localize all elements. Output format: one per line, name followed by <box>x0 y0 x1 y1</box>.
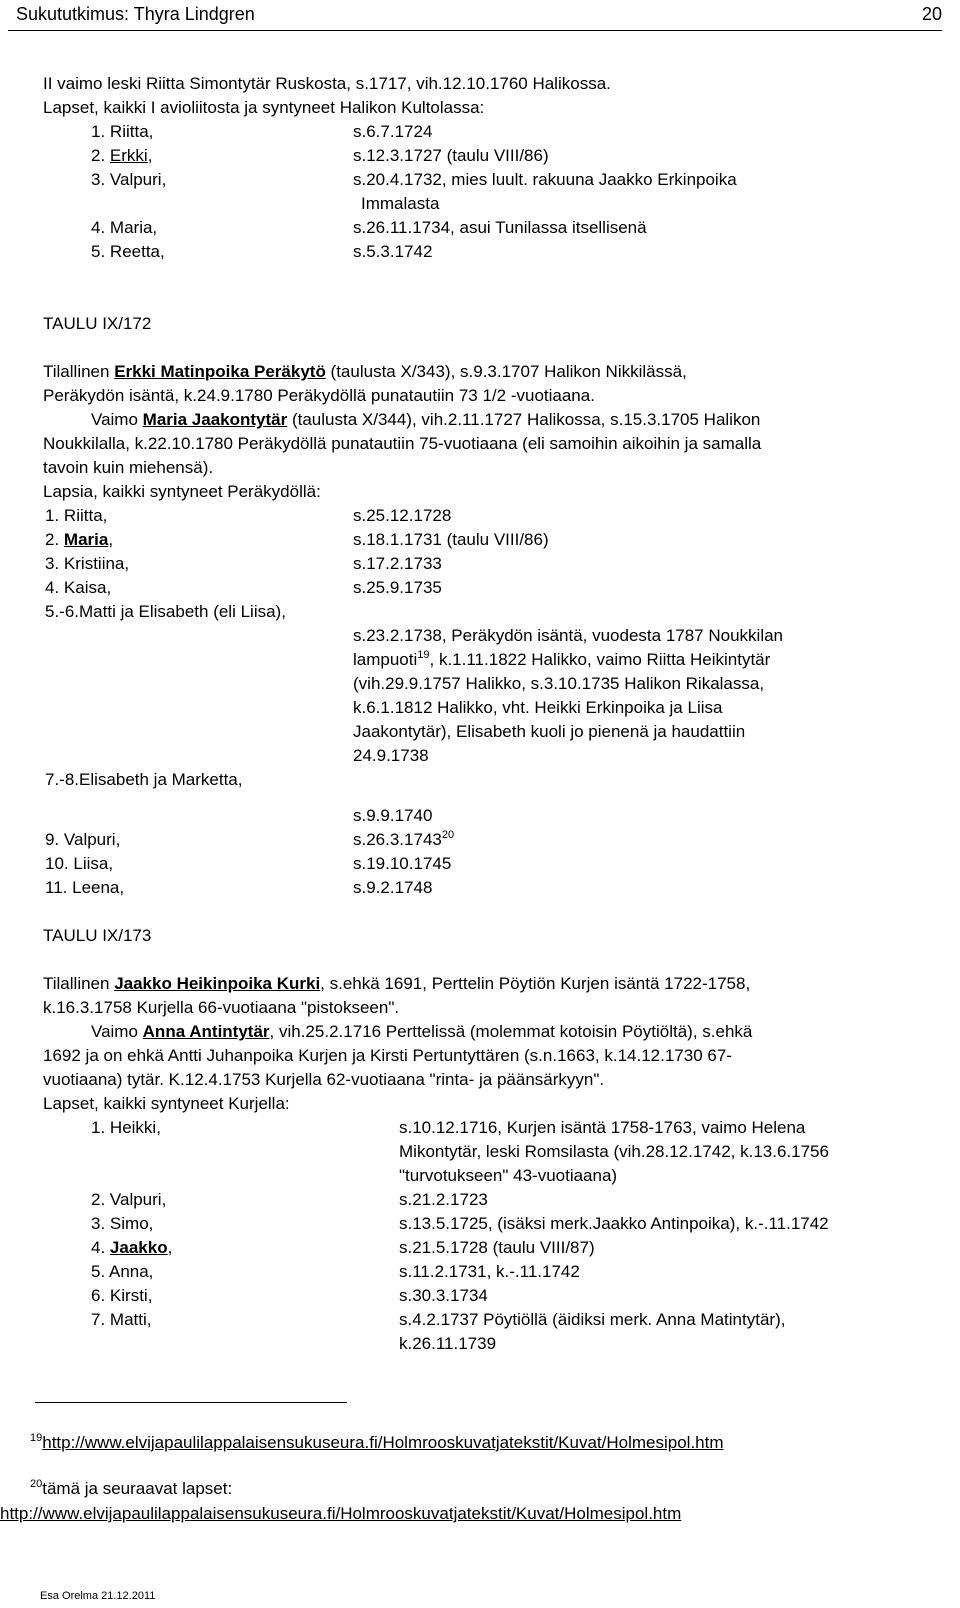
footnote-20: $^{20}$tämä ja seuraavat lapset: <box>30 1478 233 1498</box>
list-item: 3. Valpuri, s.20.4.1732, mies luult. rakuuna Jaakko Erkinpoika Immalasta <box>91 170 737 213</box>
document-body <box>43 72 943 1356</box>
list-item: 2. Erkki, s.12.3.1727 (taulu VIII/86) <box>91 146 549 165</box>
footnote-ref[interactable]: 20 <box>441 829 455 841</box>
paragraph: Lapsia, kaikki syntyneet Peräkydöllä: <box>43 482 321 501</box>
person-link[interactable]: Erkki <box>109 146 148 165</box>
footnote-19: $^{19}$http://www.elvijapaulilappalaisensukuseura.fi/Holmrooskuvatjatekstit/Kuvat/Holmesipol.htm <box>30 1432 724 1452</box>
list-item: 4. Maria, s.26.11.1734, asui Tunilassa itsellisenä <box>91 218 647 237</box>
list-item: 5. Reetta, s.5.3.1742 <box>91 242 433 261</box>
paragraph: Vaimo Maria Jaakontytär (taulusta X/344), vih.2.11.1727 Halikossa, s.15.3.1705 Halikon <box>91 410 761 429</box>
footnote-link[interactable]: http://www.elvijapaulilappalaisensukuseura.fi/Holmrooskuvatjatekstit/Kuvat/Holmesipol.htm <box>42 1433 724 1452</box>
section-heading: TAULU IX/172 <box>43 314 152 333</box>
footnote-link[interactable]: http://www.elvijapaulilappalaisensukuseura.fi/Holmrooskuvatjatekstit/Kuvat/Holmesipol.htm <box>0 1504 682 1523</box>
paragraph: Tilallinen Jaakko Heikinpoika Kurki, s.ehkä 1691, Perttelin Pöytiön Kurjen isäntä 1722-1758, <box>43 974 751 993</box>
paragraph: Vaimo Anna Antintytär, vih.25.2.1716 Perttelissä (molemmat kotoisin Pöytiöltä), s.ehkä <box>91 1022 753 1041</box>
paragraph: Lapset, kaikki syntyneet Kurjella: <box>43 1094 290 1113</box>
list-item-label: 7.-8.Elisabeth ja Marketta, <box>45 770 243 789</box>
person-link[interactable]: Maria Jaakontytär <box>142 410 288 429</box>
list-item: 4. Kaisa, s.25.9.1735 <box>45 578 442 597</box>
footnote-ref[interactable]: 19 <box>417 649 430 661</box>
paragraph: II vaimo leski Riitta Simontytär Ruskosta, s.1717, vih.12.10.1760 Halikossa. <box>43 74 611 93</box>
list-item: 6. Kirsti, s.30.3.1734 <box>91 1286 488 1305</box>
paragraph: vuotiaana) tytär. K.12.4.1753 Kurjella 62-vuotiaana "rinta- ja päänsärkyyn". <box>43 1070 605 1089</box>
footnote-20-link <box>0 1503 681 1525</box>
paragraph: Noukkilalla, k.22.10.1780 Peräkydöllä punatautiin 75-vuotiaana (eli samoihin aikoihin ja samalla <box>43 434 762 453</box>
paragraph: k.16.3.1758 Kurjella 66-vuotiaana "pistokseen". <box>43 998 400 1017</box>
page-footer: Esa Orelma 21.12.2011 <box>40 1590 156 1602</box>
header-rule <box>8 30 942 31</box>
list-item: 2. Valpuri, s.21.2.1723 <box>91 1190 488 1209</box>
paragraph: Lapset, kaikki I avioliitosta ja syntyneet Halikon Kultolassa: <box>43 98 485 117</box>
paragraph: tavoin kuin miehensä). <box>43 458 214 477</box>
list-item: 1. Riitta, s.6.7.1724 <box>91 122 433 141</box>
person-link[interactable]: Anna Antintytär <box>142 1022 270 1041</box>
list-item: 3. Kristiina, s.17.2.1733 <box>45 554 442 573</box>
list-item: 5. Anna, s.11.2.1731, k.-.11.1742 <box>91 1262 580 1281</box>
list-item-label: 5.-6.Matti ja Elisabeth (eli Liisa), <box>45 602 286 621</box>
list-item: 3. Simo, s.13.5.1725, (isäksi merk.Jaakko Antinpoika), k.-.11.1742 <box>91 1214 829 1233</box>
list-item: 1. Heikki, s.10.12.1716, Kurjen isäntä 1758-1763, vaimo Helena Mikontytär, leski Romsilasta (vih.28.12.1742, k.13.6.1756 "turvotukseen" 43-vuotiaana) <box>91 1118 829 1185</box>
person-link[interactable]: Jaakko Heikinpoika Kurki <box>114 974 321 993</box>
list-item: 1. Riitta, s.25.12.1728 <box>45 506 452 525</box>
footnote-separator <box>35 1402 347 1403</box>
list-item-details: s.9.9.1740 <box>353 806 433 825</box>
person-link[interactable]: Maria <box>63 530 109 549</box>
section-heading: TAULU IX/173 <box>43 926 152 945</box>
list-item: 2. Maria, s.18.1.1731 (taulu VIII/86) <box>45 530 549 549</box>
page-number: 20 <box>921 4 942 24</box>
document-title: Sukututkimus: Thyra Lindgren <box>16 4 255 24</box>
list-item: 4. Jaakko, s.21.5.1728 (taulu VIII/87) <box>91 1238 595 1257</box>
list-item: 10. Liisa, s.19.10.1745 <box>45 854 452 873</box>
paragraph: Tilallinen Erkki Matinpoika Peräkytö (taulusta X/343), s.9.3.1707 Halikon Nikkilässä, <box>43 362 687 381</box>
person-link[interactable]: Jaakko <box>109 1238 168 1257</box>
paragraph: Peräkydön isäntä, k.24.9.1780 Peräkydöllä punatautiin 73 1/2 -vuotiaana. <box>43 386 595 405</box>
list-item-details: s.23.2.1738, Peräkydön isäntä, vuodesta 1787 Noukkilan lampuoti$^{19}$, k.1.11.1822 Halikko, vaimo Riitta Heikintytär (vih.29.9.1757 Halikko, s.3.10.1735 Halikon Rikalassa, k.6.1.1812 Halikko, vht. Heikki Erkinpoika ja Liisa Jaakontytär), Elisabeth kuoli jo pienenä ja haudattiin 24.9.1738 <box>353 626 784 765</box>
page-header <box>8 2 942 26</box>
person-link[interactable]: Erkki Matinpoika Peräkytö <box>114 362 326 381</box>
list-item: 7. Matti, s.4.2.1737 Pöytiöllä (äidiksi merk. Anna Matintytär), k.26.11.1739 <box>91 1310 786 1353</box>
list-item: 11. Leena, s.9.2.1748 <box>45 878 433 897</box>
paragraph: 1692 ja on ehkä Antti Juhanpoika Kurjen ja Kirsti Pertuntyttären (s.n.1663, k.14.12.1730 67- <box>43 1046 732 1065</box>
list-item: 9. Valpuri, s.26.3.1743$^{20}$ <box>45 829 455 849</box>
